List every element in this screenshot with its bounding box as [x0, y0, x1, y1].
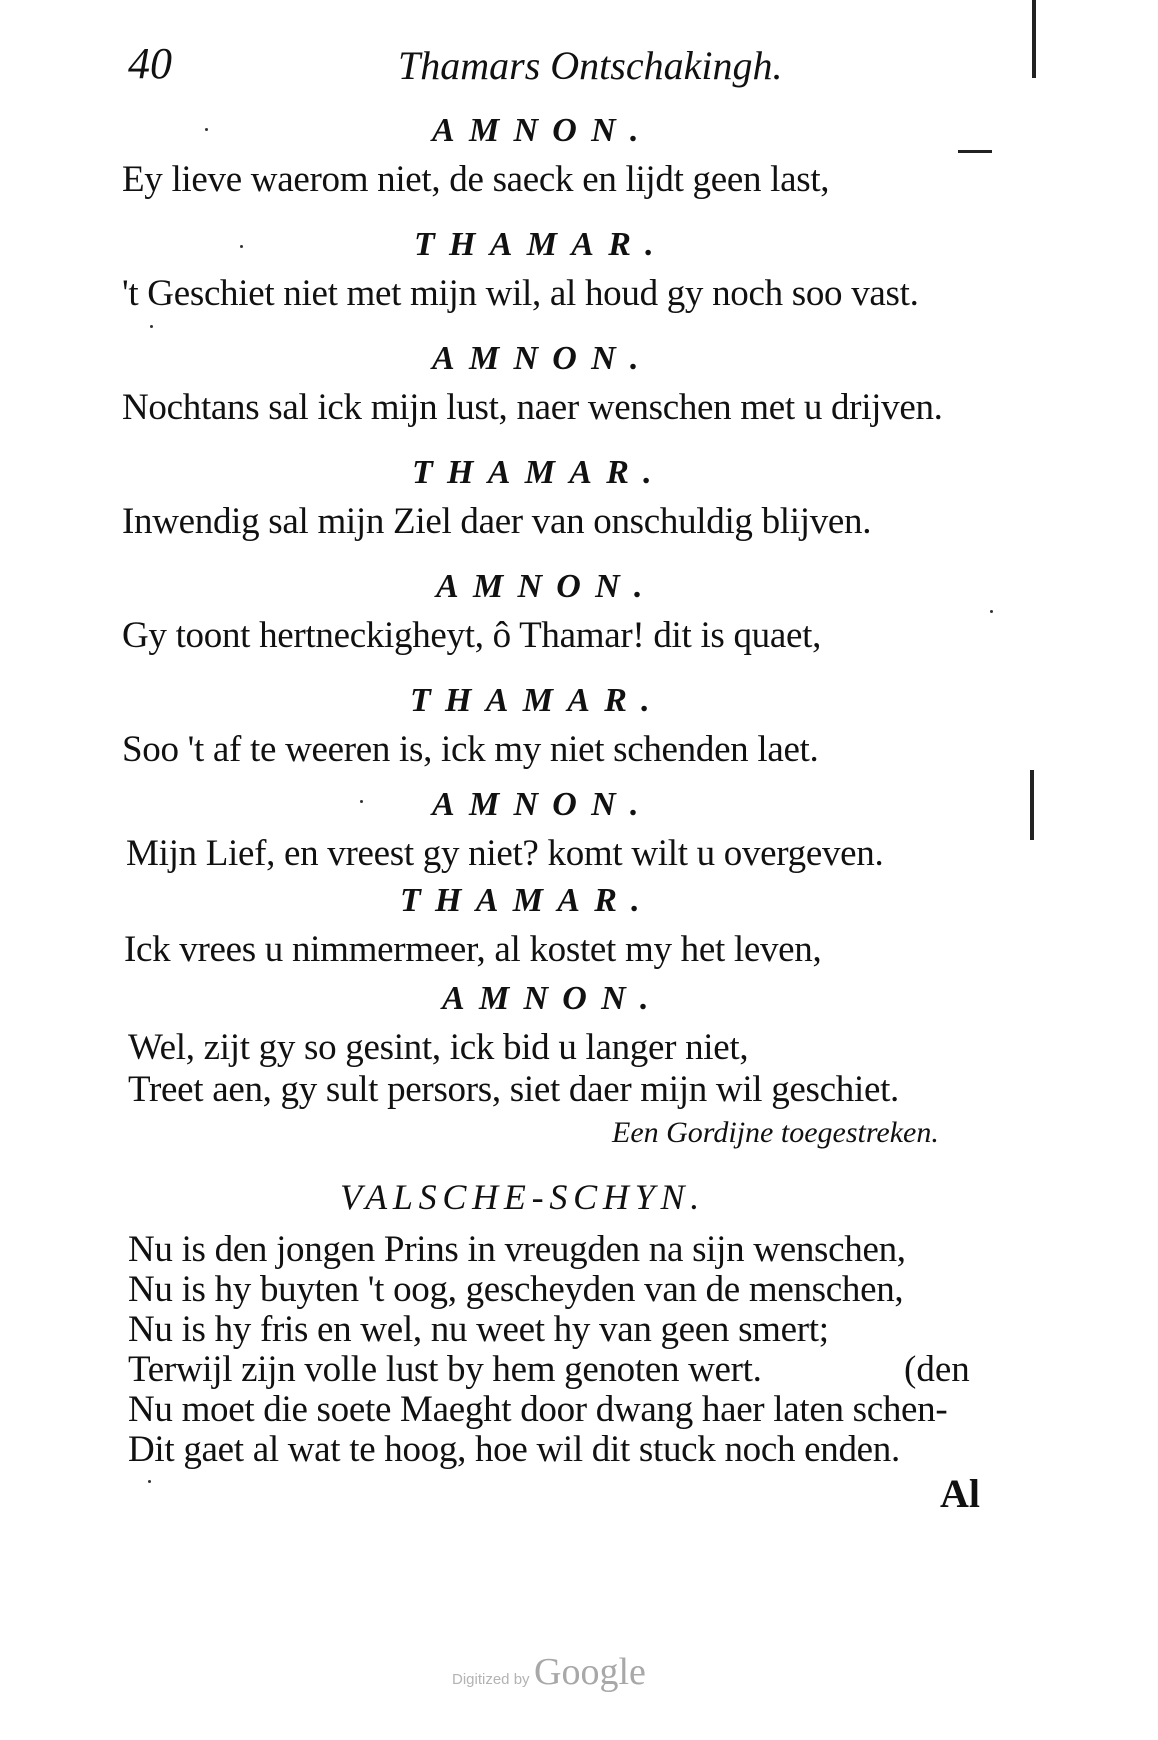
verse-line: Nu is hy buyten 't oog, gescheyden van de menschen,: [128, 1269, 904, 1310]
page-number: 40: [128, 39, 172, 88]
verse-line: Dit gaet al wat te hoog, hoe wil dit stuck noch enden.: [128, 1429, 900, 1470]
verse-line: Soo 't af te weeren is, ick my niet schenden laet.: [122, 729, 819, 770]
verse-line: Wel, zijt gy so gesint, ick bid u langer niet,: [128, 1027, 749, 1068]
turnover-fragment: (den: [904, 1349, 970, 1390]
speaker-label: AMNON.: [436, 568, 657, 605]
speaker-label: AMNON.: [432, 112, 653, 149]
speaker-label: THAMAR.: [400, 882, 654, 919]
verse-line: Nu moet die soete Maeght door dwang haer laten schen-: [128, 1389, 948, 1430]
ink-stroke: [958, 150, 992, 153]
verse-line: Nu is den jongen Prins in vreugden na sijn wenschen,: [128, 1229, 906, 1270]
catchword: Al: [940, 1471, 980, 1516]
ink-speck: [360, 800, 363, 803]
section-heading: VALSCHE-SCHYN.: [340, 1177, 706, 1217]
speaker-label: AMNON.: [432, 786, 653, 823]
watermark-prefix: Digitized by: [452, 1671, 530, 1688]
speaker-label: THAMAR.: [410, 682, 664, 719]
speaker-label: AMNON.: [442, 980, 663, 1017]
verse-line: Ey lieve waerom niet, de saeck en lijdt geen last,: [122, 159, 830, 200]
ink-speck: [205, 128, 208, 131]
digitized-watermark: [452, 1650, 646, 1694]
verse-line: Gy toont hertneckigheyt, ô Thamar! dit is quaet,: [122, 615, 822, 656]
verse-line: 't Geschiet niet met mijn wil, al houd gy noch soo vast.: [122, 273, 919, 314]
verse-line: Mijn Lief, en vreest gy niet? komt wilt u overgeven.: [126, 833, 884, 874]
verse-line: Treet aen, gy sult persors, siet daer mijn wil geschiet.: [128, 1069, 900, 1110]
edge-bar: [1030, 770, 1034, 840]
stage-direction: Een Gordijne toegestreken.: [612, 1116, 939, 1149]
edge-bar: [1032, 0, 1036, 78]
ink-speck: [240, 245, 243, 248]
running-title: Thamars Ontschakingh.: [398, 43, 783, 88]
verse-line: Nochtans sal ick mijn lust, naer wenschen met u drijven.: [122, 387, 943, 428]
verse-line: Terwijl zijn volle lust by hem genoten wert.: [128, 1349, 762, 1390]
ink-speck: [148, 1480, 151, 1483]
speaker-label: THAMAR.: [412, 454, 666, 491]
speaker-label: THAMAR.: [414, 226, 668, 263]
speaker-label: AMNON.: [432, 340, 653, 377]
watermark-logo: Google: [534, 1651, 646, 1693]
verse-line: Nu is hy fris en wel, nu weet hy van geen smert;: [128, 1309, 829, 1350]
page-header: [128, 38, 848, 94]
verse-line: Inwendig sal mijn Ziel daer van onschuldig blijven.: [122, 501, 872, 542]
ink-speck: [150, 325, 153, 328]
ink-speck: [990, 610, 993, 613]
verse-line: Ick vrees u nimmermeer, al kostet my het leven,: [124, 929, 822, 970]
